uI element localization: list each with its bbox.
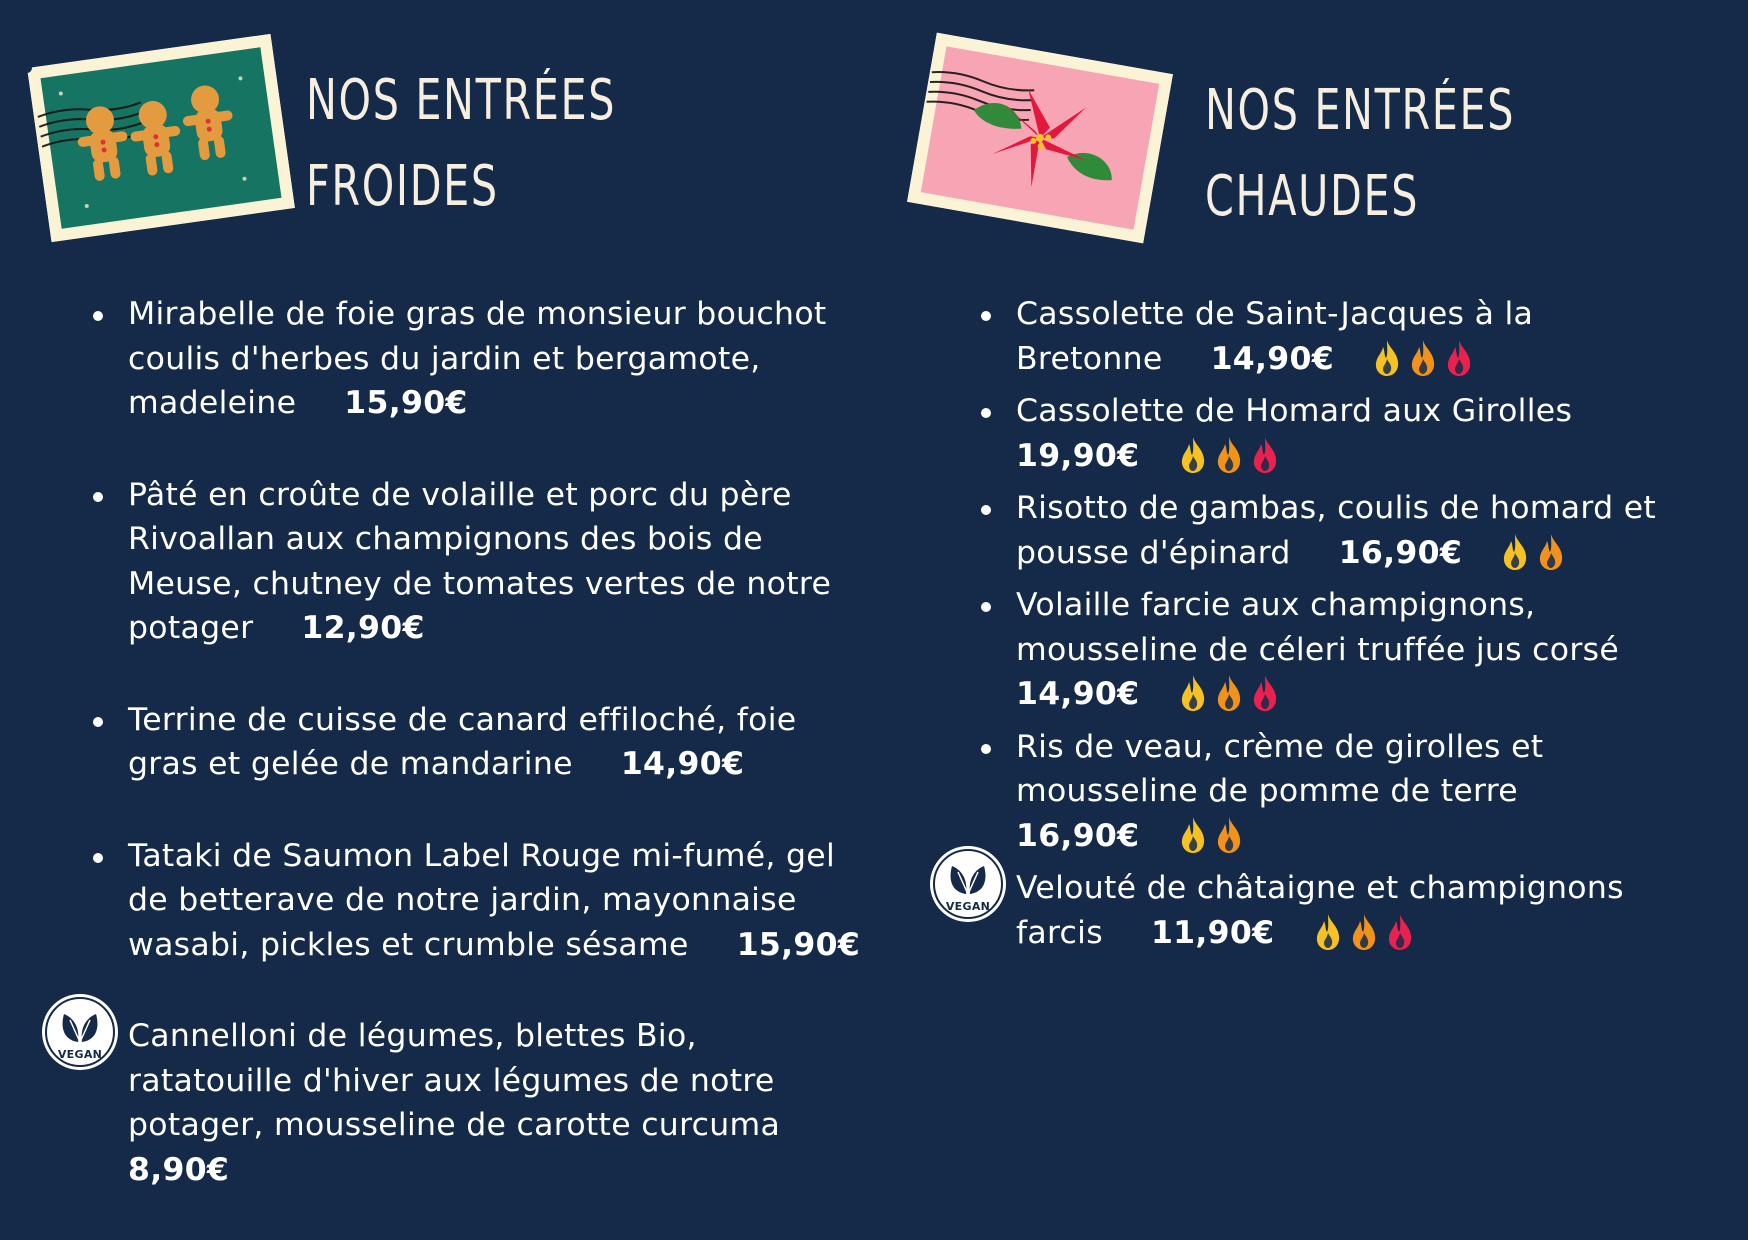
menu-item xyxy=(1016,725,1736,867)
vegan-label: VEGAN xyxy=(945,900,991,913)
dish-line: pousse d'épinard xyxy=(1016,534,1291,571)
price: 14,90€ xyxy=(620,746,745,782)
cold-starters-title xyxy=(306,58,616,230)
dish-line: ratatouille d'hiver aux légumes de notre xyxy=(128,1062,775,1099)
price: 14,90€ xyxy=(1210,340,1334,377)
flame-icon xyxy=(1408,339,1438,377)
dish-line: wasabi, pickles et crumble sésame xyxy=(128,926,689,963)
price: 8,90€ xyxy=(128,1151,230,1188)
dish-line: Meuse, chutney de tomates vertes de notre xyxy=(128,565,832,602)
dish-line: Rivoallan aux champignons des bois de xyxy=(128,521,763,557)
dish-line: potager xyxy=(128,610,254,646)
price: 15,90€ xyxy=(736,926,861,963)
spice-level xyxy=(1372,339,1480,390)
dish-line: Tataki de Saumon Label Rouge mi-fumé, gel xyxy=(128,837,836,874)
spice-level xyxy=(1178,816,1250,867)
flame-icon xyxy=(1250,436,1280,474)
flame-icon xyxy=(1536,533,1566,571)
dish-line: Bretonne xyxy=(1016,340,1163,377)
dish-line: Cassolette de Saint-Jacques à la xyxy=(1016,296,1534,332)
price: 15,90€ xyxy=(344,385,468,421)
flame-icon xyxy=(1178,436,1208,474)
vegan-label: VEGAN xyxy=(57,1048,103,1061)
cold-starters-list xyxy=(57,292,908,1239)
dish-line: potager, mousseline de carotte curcuma xyxy=(128,1107,781,1143)
dish-line: coulis d'herbes du jardin et bergamote, xyxy=(128,340,761,377)
dish-line: mousseline de pomme de terre xyxy=(1016,773,1518,809)
vegan-badge-icon xyxy=(40,992,120,1072)
dish-line: madeleine xyxy=(128,385,297,421)
dish-line: Mirabelle de foie gras de monsieur bouchot xyxy=(128,296,827,332)
dish-line: Cannelloni de légumes, blettes Bio, xyxy=(128,1018,697,1054)
spice-level xyxy=(1178,674,1286,725)
dish-line: gras et gelée de mandarine xyxy=(128,746,573,782)
poinsettia-stamp-icon xyxy=(907,32,1173,243)
flame-icon xyxy=(1313,913,1343,951)
dish-line: Volaille farcie aux champignons, xyxy=(1016,587,1536,623)
title-line: NOS ENTRÉES xyxy=(1205,78,1516,143)
dish-line: de betterave de notre jardin, mayonnaise xyxy=(128,882,797,918)
dish-line: Terrine de cuisse de canard effiloché, foie xyxy=(128,701,797,738)
hot-starters-list xyxy=(945,292,1736,963)
dish-line: Risotto de gambas, coulis de homard et xyxy=(1016,490,1657,526)
title-line: FROIDES xyxy=(306,154,499,219)
dish-line: mousseline de céleri truffée jus corsé xyxy=(1016,631,1620,668)
title-line: NOS ENTRÉES xyxy=(306,68,617,133)
spice-level xyxy=(1178,436,1286,487)
spice-level xyxy=(1500,533,1572,584)
price: 16,90€ xyxy=(1338,534,1463,571)
flame-icon xyxy=(1444,339,1474,377)
dish-line: Cassolette de Homard aux Girolles xyxy=(1016,393,1573,429)
dish-line: Ris de veau, crème de girolles et xyxy=(1016,728,1544,765)
dish-line: Velouté de châtaigne et champignons xyxy=(1016,870,1624,906)
flame-icon xyxy=(1178,816,1208,854)
menu-item xyxy=(128,698,908,787)
flame-icon xyxy=(1214,436,1244,474)
dish-line: Pâté en croûte de volaille et porc du père xyxy=(128,476,792,513)
price: 12,90€ xyxy=(301,610,425,646)
price: 19,90€ xyxy=(1016,437,1140,474)
menu-item xyxy=(1016,583,1736,725)
menu-item xyxy=(1016,486,1736,583)
flame-icon xyxy=(1178,674,1208,712)
price: 11,90€ xyxy=(1150,914,1275,951)
menu-item-vegan xyxy=(57,1014,908,1192)
price: 16,90€ xyxy=(1016,817,1140,854)
flame-icon xyxy=(1349,913,1379,951)
vegan-badge-icon xyxy=(928,844,1008,924)
flame-icon xyxy=(1500,533,1530,571)
hot-starters-title xyxy=(1205,68,1515,240)
price: 14,90€ xyxy=(1016,676,1140,712)
dish-line: farcis xyxy=(1016,914,1103,951)
menu-item xyxy=(1016,389,1736,486)
menu-item xyxy=(128,473,908,651)
menu-item xyxy=(128,834,908,968)
menu-item xyxy=(1016,292,1736,389)
flame-icon xyxy=(1372,339,1402,377)
flame-icon xyxy=(1250,674,1280,712)
menu-item xyxy=(128,292,908,426)
title-line: CHAUDES xyxy=(1205,164,1420,229)
menu-item-vegan xyxy=(945,866,1736,963)
flame-icon xyxy=(1214,816,1244,854)
flame-icon xyxy=(1385,913,1415,951)
flame-icon xyxy=(1214,674,1244,712)
gingerbread-stamp-icon xyxy=(27,34,295,243)
spice-level xyxy=(1313,913,1421,964)
